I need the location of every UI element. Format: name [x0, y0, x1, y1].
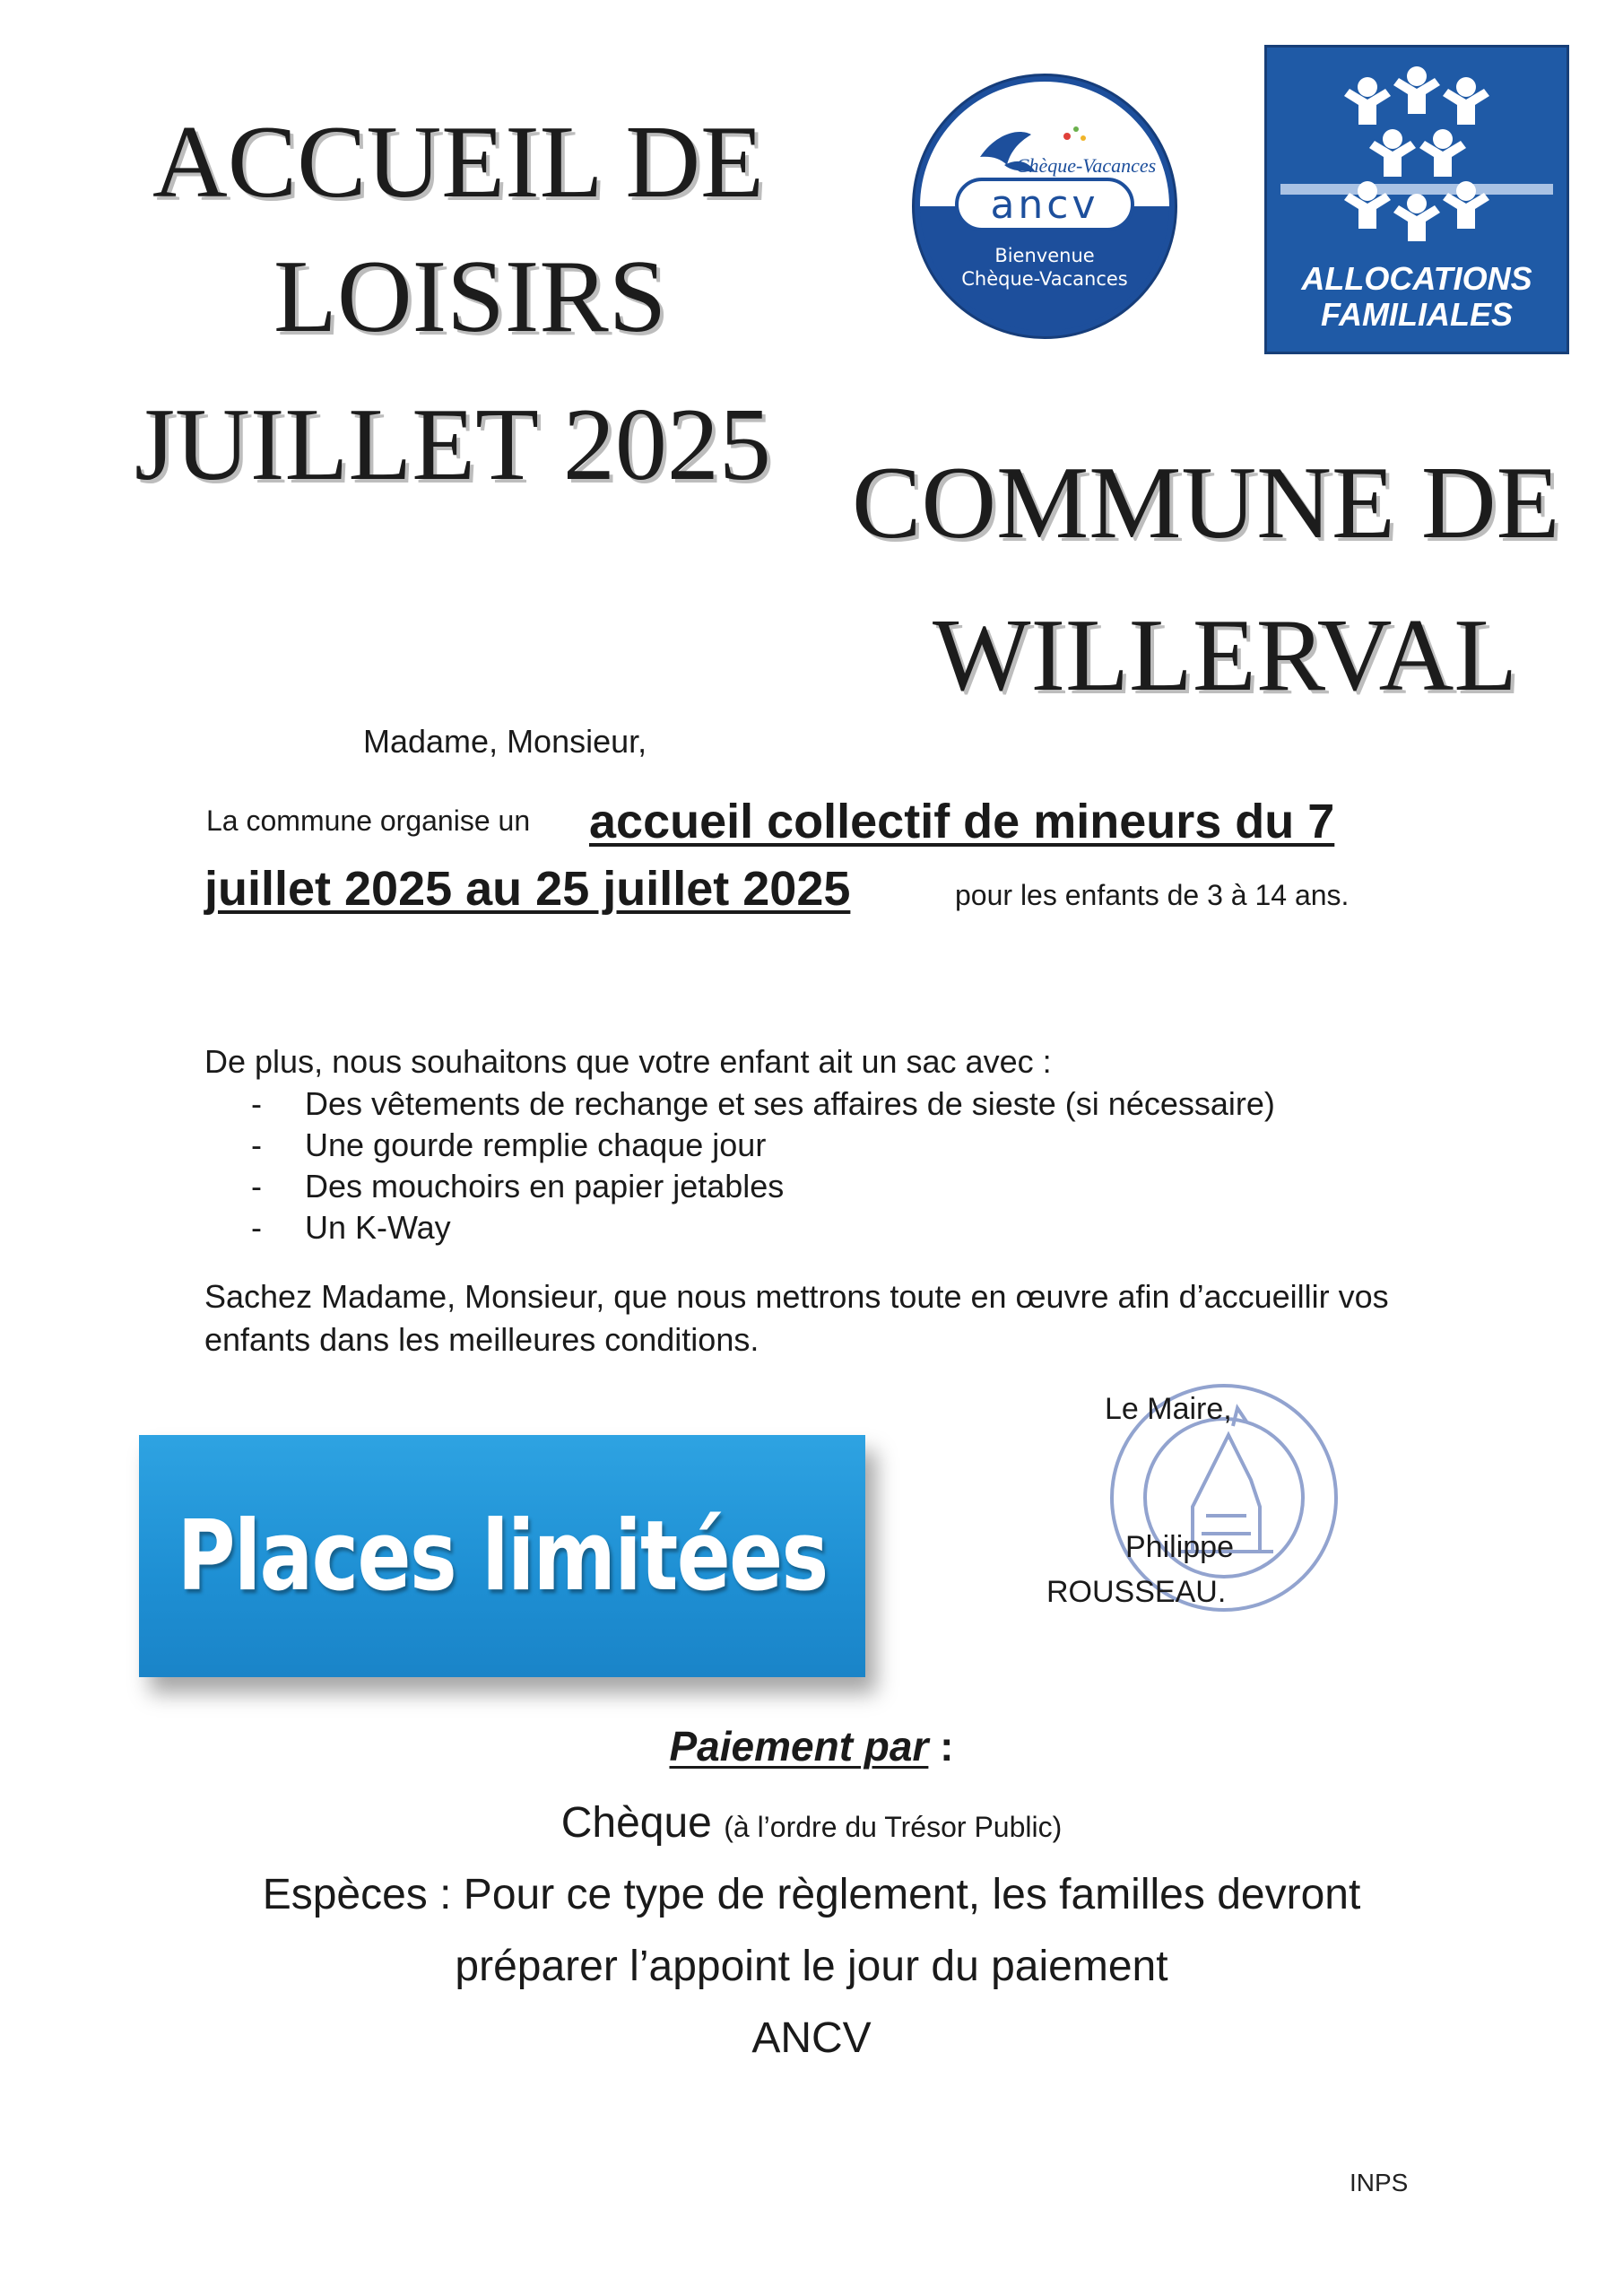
ancv-script-text: Chèque-Vacances [1015, 154, 1157, 177]
list-item-text: Une gourde remplie chaque jour [305, 1126, 767, 1163]
list-item: - Des vêtements de rechange et ses affaires de sieste (si nécessaire) [251, 1085, 1275, 1122]
title-line-2: LOISIRS [273, 239, 667, 354]
payment-ancv: ANCV [751, 2014, 872, 2062]
commune-line-2: WILLERVAL [933, 598, 1518, 713]
mayor-last-name: ROUSSEAU. [1046, 1575, 1227, 1609]
list-item: - Des mouchoirs en papier jetables [251, 1168, 785, 1205]
title-line-3: JUILLET 2025 [135, 387, 771, 502]
caf-logo [1264, 45, 1569, 354]
ancv-logo [910, 72, 1179, 341]
payment-cheque-note: (à l’ordre du Trésor Public) [724, 1811, 1063, 1843]
commune-line-1: COMMUNE DE [852, 446, 1560, 561]
bag-intro: De plus, nous souhaitons que votre enfant ait un sac avec : [204, 1043, 1052, 1080]
list-item-text: Des vêtements de rechange et ses affaires de sieste (si nécessaire) [305, 1085, 1275, 1122]
payment-heading-text: Paiement par [669, 1723, 929, 1770]
mayor-first-name: Philippe [1125, 1530, 1234, 1564]
closing-line-1: Sachez Madame, Monsieur, que nous mettrons toute en œuvre afin d’accueillir vos [204, 1278, 1389, 1315]
payment-heading [0, 1722, 1623, 1770]
payment-especes-line-2: préparer l’appoint le jour du paiement [455, 1943, 1168, 1990]
list-item-text: Un K-Way [305, 1209, 451, 1246]
banner-text: Places limitées [177, 1500, 828, 1613]
intro-bold-line-1: accueil collectif de mineurs du 7 [589, 795, 1335, 848]
footer-code: INPS [1350, 2169, 1409, 2196]
intro-start: La commune organise un [206, 804, 531, 837]
ancv-name-text: ancv [990, 182, 1099, 228]
ancv-welcome-line2: Chèque-Vacances [961, 268, 1128, 290]
caf-line1: ALLOCATIONS [1301, 260, 1532, 297]
payment-cheque [0, 1798, 1623, 1848]
list-item: - Une gourde remplie chaque jour [251, 1126, 767, 1163]
closing-line-2: enfants dans les meilleures conditions. [204, 1321, 759, 1358]
payment-especes-line-1: Espèces : Pour ce type de règlement, les familles devront [262, 1871, 1361, 1918]
intro-bold-line-2: juillet 2025 au 25 juillet 2025 [204, 862, 851, 916]
places-limitees-banner [139, 1435, 865, 1677]
salutation: Madame, Monsieur, [363, 723, 647, 760]
ancv-welcome-line1: Bienvenue [994, 245, 1095, 266]
mayor-role: Le Maire, [1105, 1392, 1232, 1426]
caf-line2: FAMILIALES [1321, 296, 1513, 333]
title-line-1: ACCUEIL DE [152, 105, 764, 220]
payment-heading-suffix: : [928, 1723, 954, 1770]
list-item-text: Des mouchoirs en papier jetables [305, 1168, 785, 1205]
intro-end: pour les enfants de 3 à 14 ans. [955, 879, 1350, 911]
list-item: - Un K-Way [251, 1209, 451, 1246]
payment-cheque-label: Chèque [560, 1799, 712, 1847]
